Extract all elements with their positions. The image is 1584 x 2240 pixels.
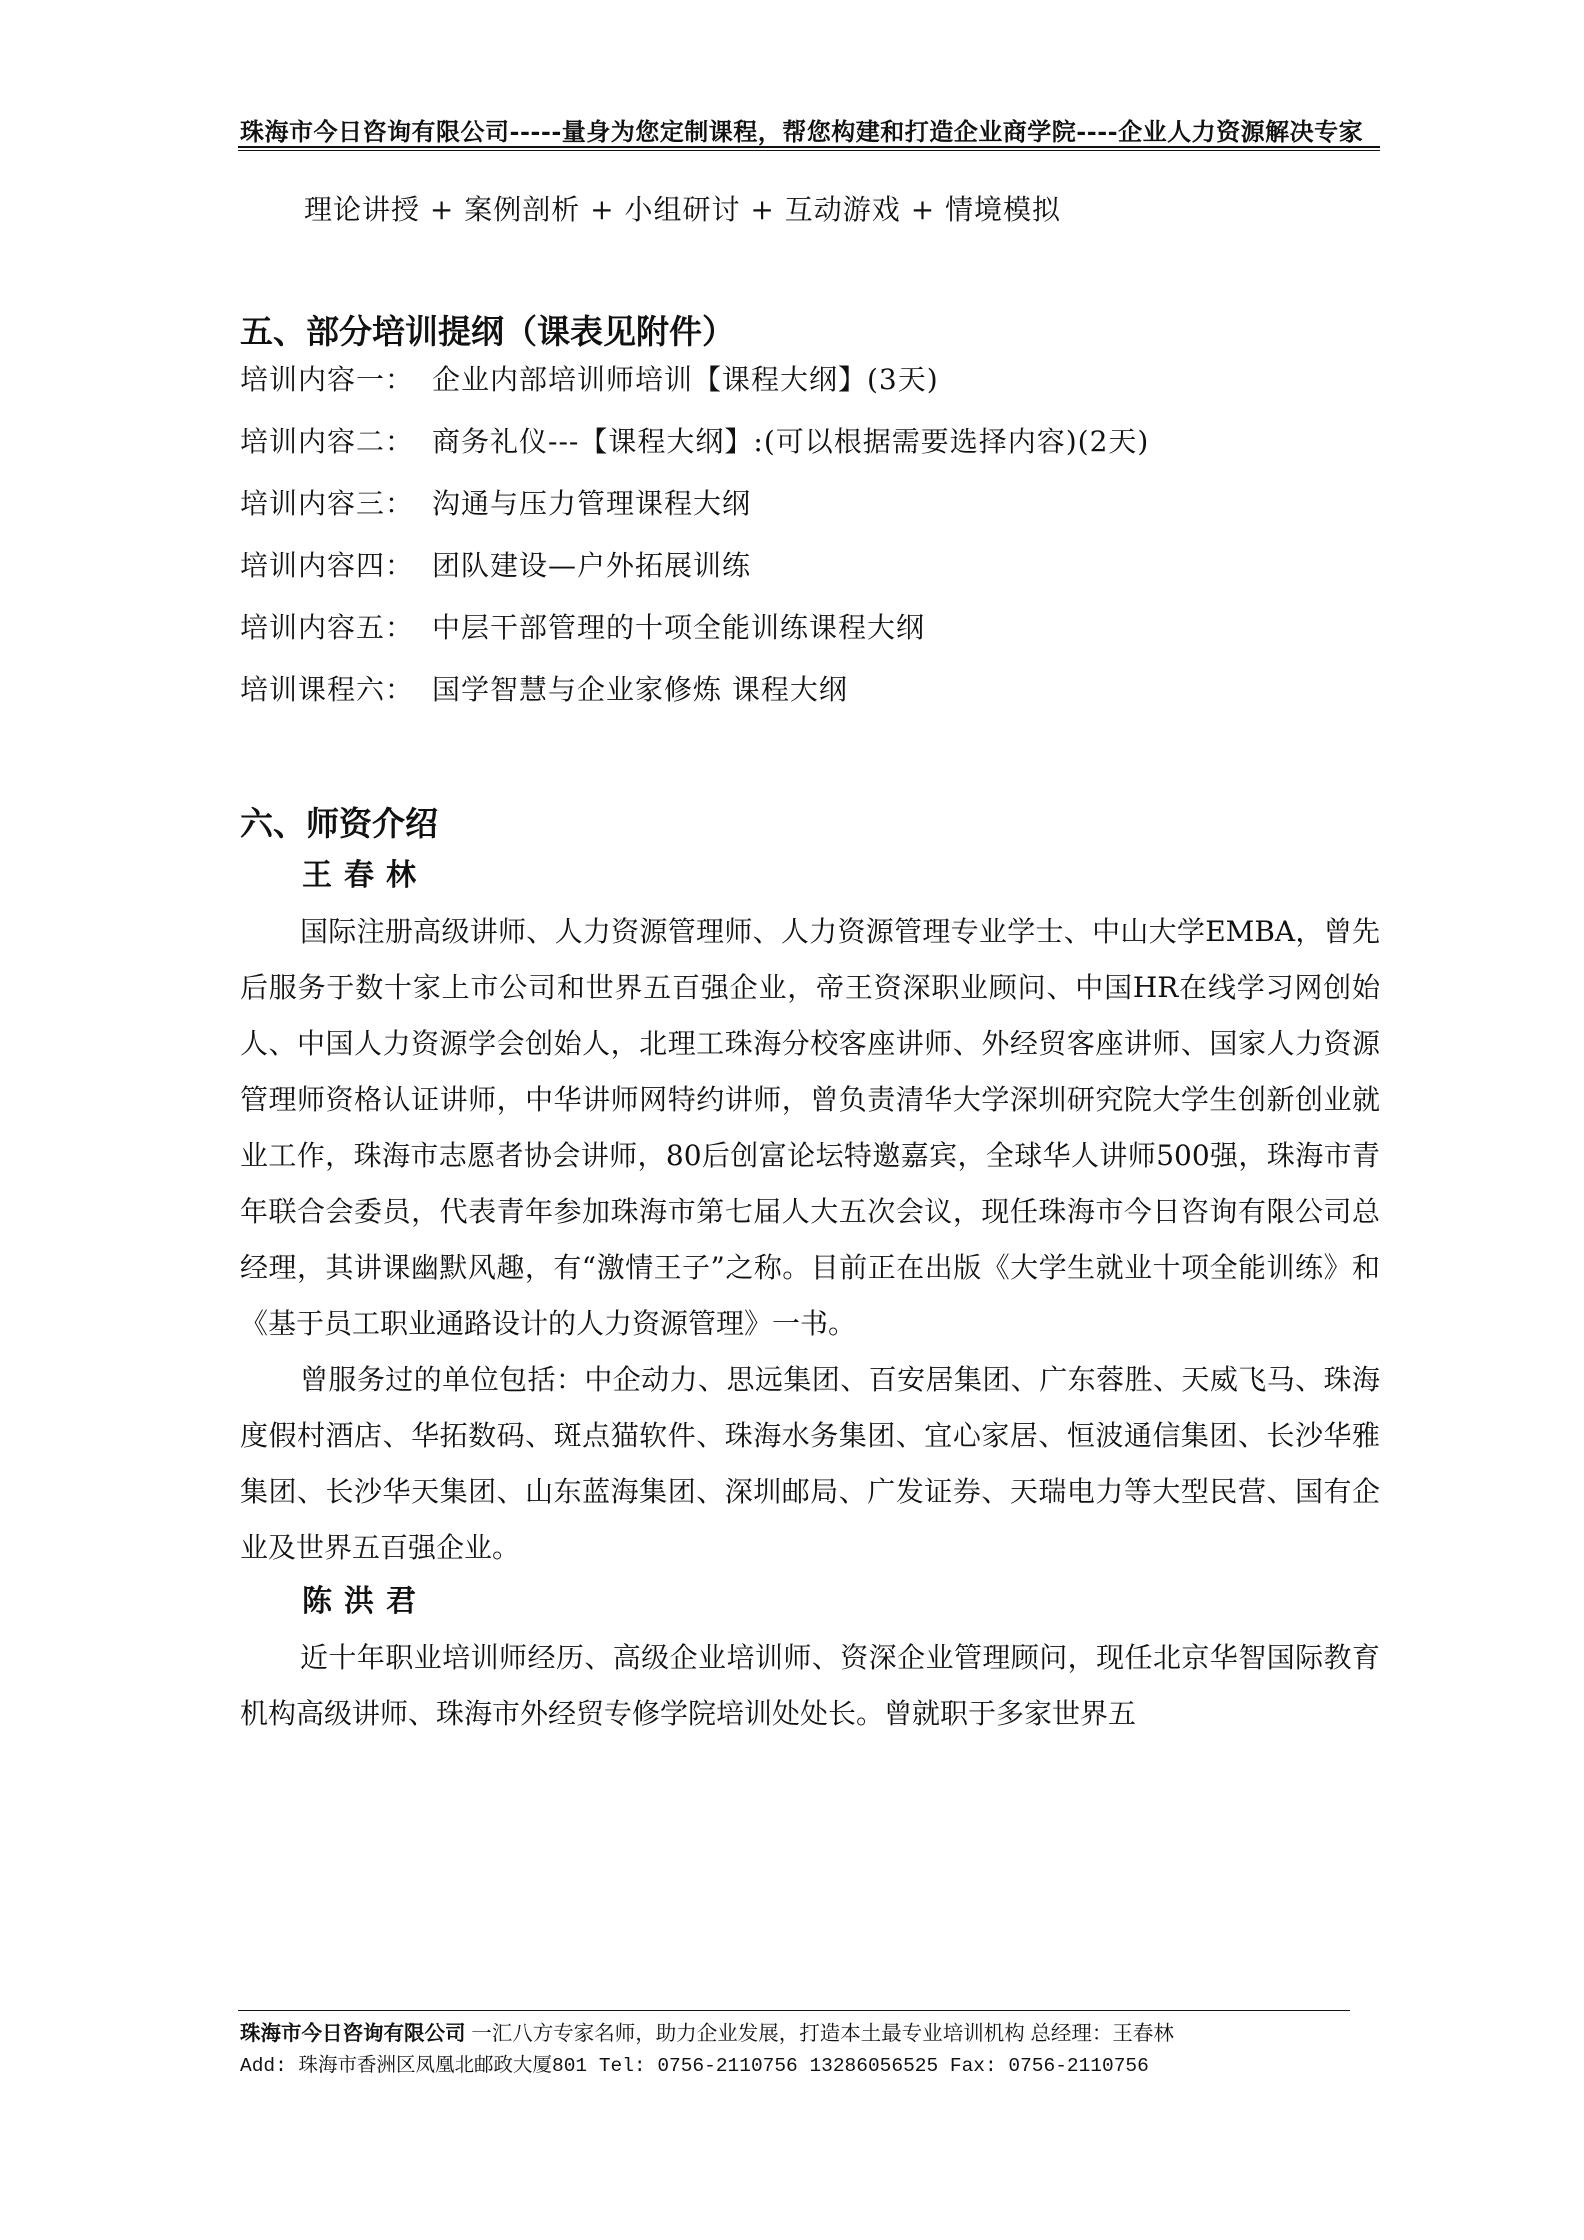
footer-company: 珠海市今日咨询有限公司 (240, 2022, 466, 2045)
section-6-title: 六、师资介绍 (240, 804, 438, 843)
outline-item (240, 360, 1380, 400)
outline-item-text: 企业内部培训师培训【课程大纲】(3天) (432, 363, 939, 396)
footer-rule (238, 2010, 1350, 2011)
outline-item-label: 培训内容四： (240, 549, 415, 582)
header-rule (238, 146, 1380, 148)
footer-address-line: Add: 珠海市香洲区凤凰北邮政大厦801 Tel: 0756-2110756 13286056525 Fax: 0756-2110756 (240, 2055, 1149, 2077)
outline-item-text: 沟通与压力管理课程大纲 (432, 487, 752, 520)
outline-item-label: 培训内容三： (240, 487, 415, 520)
outline-item (240, 608, 1380, 648)
teacher-bio: 近十年职业培训师经历、高级企业培训师、资深企业管理顾问，现任北京华智国际教育机构高级讲师、珠海市外经贸专修学院培训处处长。曾就职于多家世界五 (240, 1641, 1380, 1730)
teacher-name: 王春林 (302, 858, 428, 893)
outline-item-text: 中层干部管理的十项全能训练课程大纲 (432, 611, 926, 644)
header-rule-thin (238, 150, 1380, 151)
outline-item-label: 培训内容二： (240, 425, 415, 458)
outline-item-text: 国学智慧与企业家修炼 课程大纲 (432, 673, 848, 706)
outline-item (240, 670, 1380, 710)
footer-company-line (240, 2020, 1360, 2048)
teacher-name: 陈洪君 (302, 1584, 428, 1619)
training-outline-list (240, 360, 1380, 710)
outline-item-label: 培训课程六： (240, 673, 415, 706)
outline-item-text: 商务礼仪---【课程大纲】:(可以根据需要选择内容)(2天) (432, 425, 1150, 458)
outline-item (240, 546, 1380, 586)
outline-item-label: 培训内容五： (240, 611, 415, 644)
page-header: 珠海市今日咨询有限公司-----量身为您定制课程，帮您构建和打造企业商学院----企业人力资源解决专家 (240, 117, 1364, 146)
page-content (240, 190, 1380, 1742)
outline-item (240, 422, 1380, 462)
outline-item-label: 培训内容一： (240, 363, 415, 396)
teacher-bio: 国际注册高级讲师、人力资源管理师、人力资源管理专业学士、中山大学EMBA，曾先后服务于数十家上市公司和世界五百强企业，帝王资深职业顾问、中国HR在线学习网创始人、中国人力资源学会创始人，北理工珠海分校客座讲师、外经贸客座讲师、国家人力资源管理师资格认证讲师，中华讲师网特约讲师，曾负责清华大学深圳研究院大学生创新创业就业工作，珠海市志愿者协会讲师，80后创富论坛特邀嘉宾，全球华人讲师500强，珠海市青年联合会委员，代表青年参加珠海市第七届人大五次会议，现任珠海市今日咨询有限公司总经理，其讲课幽默风趣，有“激情王子”之称。目前正在出版《大学生就业十项全能训练》和《基于员工职业通路设计的人力资源管理》一书。 (240, 915, 1380, 1340)
outline-item-text: 团队建设—户外拓展训练 (432, 549, 752, 582)
section-5-title: 五、部分培训提纲（课表见附件） (240, 312, 735, 351)
teacher-clients: 曾服务过的单位包括：中企动力、思远集团、百安居集团、广东蓉胜、天威飞马、珠海度假村酒店、华拓数码、斑点猫软件、珠海水务集团、宜心家居、恒波通信集团、长沙华雅集团、长沙华天集团、山东蓝海集团、深圳邮局、广发证券、天瑞电力等大型民营、国有企业及世界五百强企业。 (240, 1363, 1380, 1564)
training-methods-line: 理论讲授 + 案例剖析 + 小组研讨 + 互动游戏 + 情境模拟 (304, 193, 1062, 226)
outline-item (240, 484, 1380, 524)
footer-slogan: 一汇八方专家名师，助力企业发展，打造本土最专业培训机构 总经理：王春林 (471, 2022, 1174, 2045)
